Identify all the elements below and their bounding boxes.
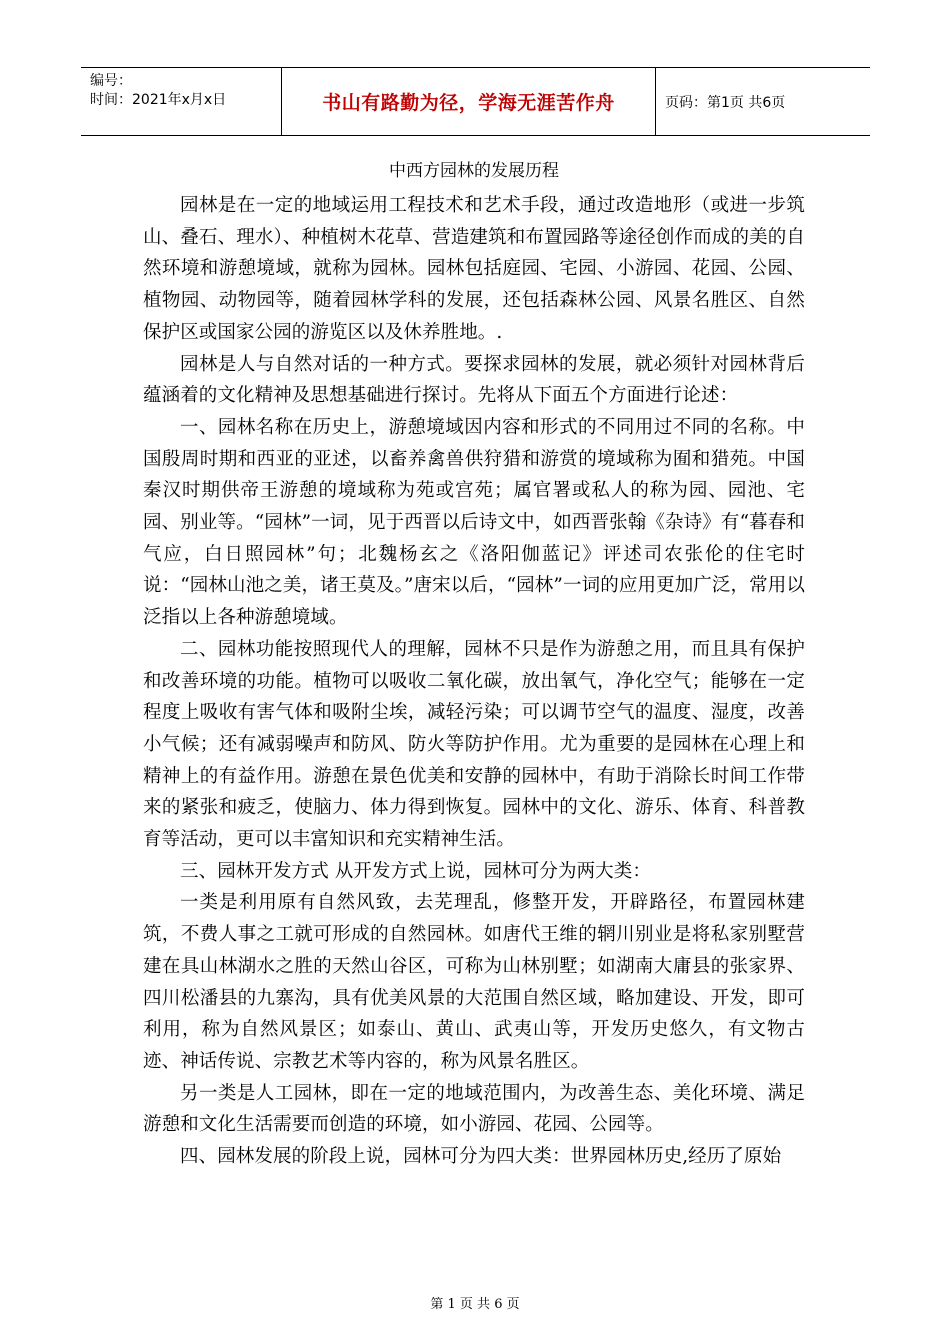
header-meta-cell [81, 68, 282, 135]
page-footer: 第 1 页 共 6 页 [430, 1297, 520, 1312]
document-title: 中西方园林的发展历程 [389, 161, 559, 181]
paragraph-dialogue: 园林是人与自然对话的一种方式。要探求园林的发展，就必须针对园林背后蕴涵着的文化精神及思想基础进行探讨。先将从下面五个方面进行论述： [143, 353, 805, 407]
paragraph-section-4-stages: 四、园林发展的阶段上说，园林可分为四大类：世界园林历史,经历了原始 [180, 1146, 782, 1168]
paragraph-section-1-name: 一、园林名称在历史上，游憩境域因内容和形式的不同用过不同的名称。中国殷周时期和西亚的亚述，以畜养禽兽供狩猎和游赏的境域称为囿和猎苑。中国秦汉时期供帝王游憩的境域称为苑或宫苑；属官署或私人的称为园、园池、宅园、别业等。“园林”一词，见于西晋以后诗文中，如西晋张翰《杂诗》有“暮春和气应，白日照园林”句；北魏杨玄之《洛阳伽蓝记》评述司农张伦的住宅时说：“园林山池之美，诸王莫及。”唐宋以后，“园林”一词的应用更加广泛，常用以泛指以上各种游憩境域。 [143, 416, 805, 629]
time-label: 时间：2021年x月x日 [90, 92, 227, 108]
header-table [81, 67, 870, 136]
document-body [143, 158, 805, 1173]
header-page-cell [656, 68, 870, 135]
paragraph-artificial-gardens: 另一类是人工园林，即在一定的地域范围内，为改善生态、美化环境、满足游憩和文化生活需要而创造的环境，如小游园、花园、公园等。 [143, 1082, 805, 1136]
number-label: 编号： [90, 73, 132, 89]
header-motto-cell [282, 68, 656, 135]
page-code: 页码：第1页 共6页 [665, 94, 786, 111]
paragraph-section-2-function: 二、园林功能按照现代人的理解，园林不只是作为游憩之用，而且具有保护和改善环境的功能。植物可以吸收二氧化碳，放出氧气，净化空气；能够在一定程度上吸收有害气体和吸附尘埃，减轻污染；可以调节空气的温度、湿度，改善小气候；还有减弱噪声和防风、防火等防护作用。尤为重要的是园林在心理上和精神上的有益作用。游憩在景色优美和安静的园林中，有助于消除长时间工作带来的紧张和疲乏，使脑力、体力得到恢复。园林中的文化、游乐、体育、科普教育等活动，更可以丰富知识和充实精神生活。 [143, 638, 805, 851]
paragraph-natural-gardens: 一类是利用原有自然风致，去芜理乱，修整开发，开辟路径，布置园林建筑，不费人事之工就可形成的自然园林。如唐代王维的辋川别业是将私家别墅营建在具山林湖水之胜的天然山谷区，可称为山林别墅；如湖南大庸县的张家界、四川松潘县的九寨沟，具有优美风景的大范围自然区域，略加建设、开发，即可利用，称为自然风景区；如泰山、黄山、武夷山等，开发历史悠久，有文物古迹、神话传说、宗教艺术等内容的，称为风景名胜区。 [143, 892, 805, 1072]
paragraph-intro: 园林是在一定的地域运用工程技术和艺术手段，通过改造地形（或进一步筑山、叠石、理水）、种植树木花草、营造建筑和布置园路等途径创作而成的美的自然环境和游憩境域，就称为园林。园林包括庭园、宅园、小游园、花园、公园、植物园、动物园等，随着园林学科的发展，还包括森林公园、风景名胜区、自然保护区或国家公园的游览区以及休养胜地。. [143, 195, 805, 343]
motto-text: 书山有路勤为径，学海无涯苦作舟 [322, 92, 615, 114]
paragraph-section-3-development: 三、园林开发方式 从开发方式上说，园林可分为两大类： [180, 860, 651, 882]
